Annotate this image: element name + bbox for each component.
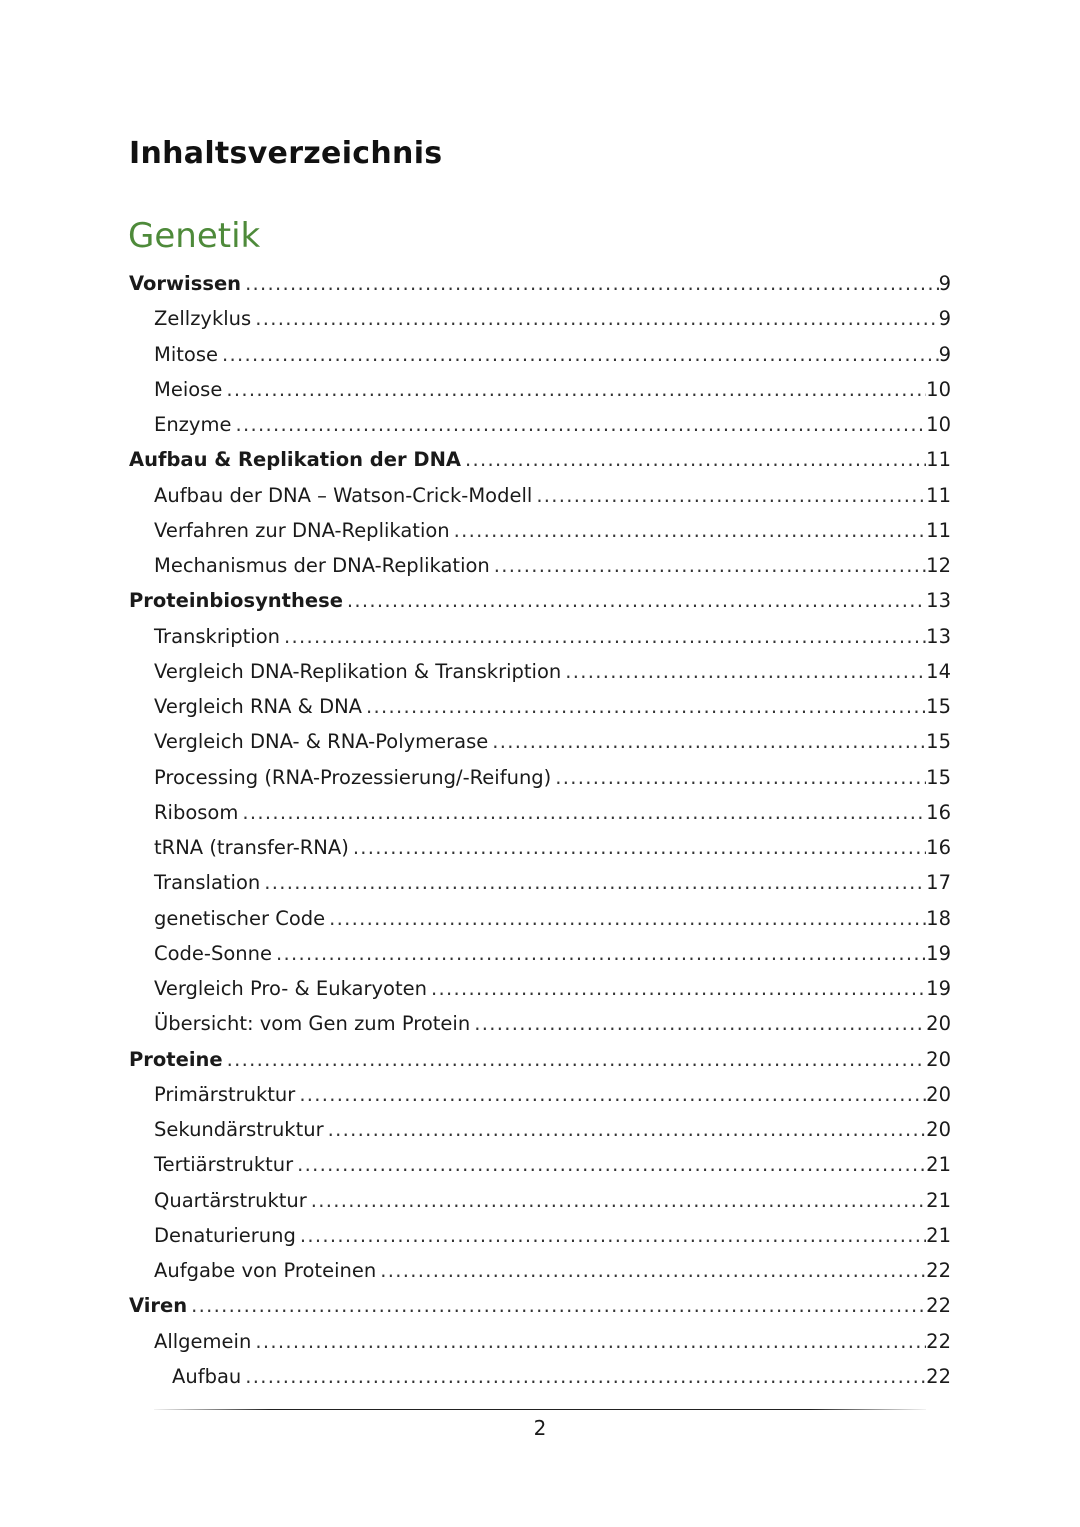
page-number: 2 [533, 1416, 547, 1440]
toc-dot-leader [218, 337, 939, 372]
toc-entry-label: tRNA (transfer-RNA) [154, 836, 349, 859]
toc-entry-label: Aufbau [172, 1364, 242, 1388]
toc-entry-page: 16 [926, 800, 951, 824]
toc-dot-leader [470, 1006, 926, 1041]
toc-entry-label: Enzyme [154, 413, 232, 436]
toc-entry-label: genetischer Code [154, 906, 326, 930]
toc-entry[interactable] [129, 1147, 951, 1182]
toc-entry-label: Verfahren zur DNA-Replikation [154, 518, 450, 542]
toc-entry[interactable] [129, 442, 951, 477]
toc-dot-leader [362, 689, 926, 724]
toc-dot-leader [450, 513, 927, 548]
toc-entry-label: Tertiärstruktur [154, 1153, 294, 1177]
toc-entry-page: 11 [926, 483, 951, 507]
toc-entry-page: 9 [938, 342, 951, 366]
toc-entry-label: Zellzyklus [154, 307, 252, 331]
toc-dot-leader [349, 830, 926, 865]
toc-dot-leader [251, 301, 938, 336]
toc-dot-leader [296, 1218, 926, 1253]
toc-entry-label: Vergleich Pro- & Eukaryoten [154, 977, 427, 1000]
toc-dot-leader [307, 1183, 926, 1218]
toc-entry-page: 20 [926, 1012, 951, 1036]
toc-entry-label: Transkription [154, 624, 280, 648]
toc-entry-label: Aufgabe von Proteinen [154, 1259, 377, 1282]
toc-entry-label: Meiose [154, 377, 223, 401]
toc-entry-page: 19 [926, 941, 951, 965]
toc-entry[interactable] [129, 901, 951, 936]
toc-entry[interactable] [129, 830, 951, 865]
toc-entry-page: 16 [926, 836, 951, 859]
toc-entry-label: Aufbau der DNA – Watson-Crick-Modell [154, 483, 533, 507]
toc-dot-leader [488, 724, 926, 759]
toc-entry-label: Proteinbiosynthese [129, 589, 343, 613]
toc-entry-page: 15 [926, 695, 951, 718]
toc-entry-label: Processing (RNA-Prozessierung/-Reifung) [154, 765, 552, 789]
toc-dot-leader [272, 936, 926, 971]
toc-entry[interactable] [129, 760, 951, 795]
toc-entry-page: 21 [926, 1153, 951, 1177]
toc-dot-leader [231, 407, 926, 442]
toc-entry-page: 11 [926, 518, 951, 542]
toc-dot-leader [551, 760, 926, 795]
toc-entry[interactable] [129, 936, 951, 971]
toc-dot-leader [222, 372, 926, 407]
toc-entry-page: 9 [938, 307, 951, 331]
toc-entry-page: 13 [926, 589, 951, 613]
toc-entry[interactable] [129, 513, 951, 548]
toc-entry[interactable] [129, 1077, 951, 1112]
toc-entry-page: 20 [926, 1082, 951, 1106]
toc-entry[interactable] [129, 1183, 951, 1218]
toc-entry-page: 21 [926, 1188, 951, 1212]
toc-entry[interactable] [129, 548, 951, 583]
toc-entry-page: 18 [926, 906, 951, 930]
toc-entry[interactable] [129, 1042, 951, 1077]
toc-dot-leader [343, 583, 926, 618]
toc-entry-page: 22 [926, 1259, 951, 1282]
toc-dot-leader [324, 1112, 927, 1147]
toc-entry-label: Translation [154, 871, 261, 895]
toc-entry-page: 20 [926, 1118, 951, 1141]
toc-entry-label: Vergleich DNA- & RNA-Polymerase [154, 730, 489, 754]
toc-entry[interactable] [129, 301, 951, 336]
toc-entry-page: 21 [926, 1223, 951, 1247]
toc-entry-label: Aufbau & Replikation der DNA [129, 448, 461, 472]
toc-entry[interactable] [129, 971, 951, 1006]
toc-entry[interactable] [129, 865, 951, 900]
toc-dot-leader [461, 442, 926, 477]
toc-entry-page: 13 [926, 624, 951, 648]
toc-entry-label: Vorwissen [129, 272, 242, 295]
toc-entry[interactable] [129, 478, 951, 513]
toc-entry-label: Übersicht: vom Gen zum Protein [154, 1012, 471, 1036]
toc-entry[interactable] [129, 689, 951, 724]
toc-dot-leader [251, 1324, 926, 1359]
toc-dot-leader [561, 654, 926, 689]
toc-entry[interactable] [129, 1324, 951, 1359]
toc-entry-page: 22 [926, 1364, 951, 1388]
toc-entry[interactable] [129, 266, 951, 301]
toc-entry[interactable] [129, 1288, 951, 1323]
toc-entry-label: Mitose [154, 342, 218, 366]
toc-entry[interactable] [129, 337, 951, 372]
toc-entry[interactable] [129, 654, 951, 689]
toc-entry-page: 10 [926, 413, 951, 436]
toc-dot-leader [260, 865, 926, 900]
toc-dot-leader [238, 795, 926, 830]
toc-dot-leader [241, 1359, 926, 1394]
toc-entry-page: 17 [926, 871, 951, 895]
toc-dot-leader [223, 1042, 927, 1077]
footer-divider [154, 1409, 926, 1410]
toc-entry[interactable] [129, 795, 951, 830]
section-title: Genetik [128, 216, 261, 256]
toc-entry-page: 14 [926, 659, 951, 683]
toc-entry-label: Vergleich RNA & DNA [154, 695, 363, 718]
toc-dot-leader [187, 1288, 926, 1323]
table-of-contents [129, 266, 951, 1394]
toc-entry-page: 22 [926, 1329, 951, 1353]
toc-entry[interactable] [129, 583, 951, 618]
toc-entry-label: Allgemein [154, 1329, 252, 1353]
document-title: Inhaltsverzeichnis [129, 136, 443, 171]
toc-dot-leader [532, 478, 926, 513]
toc-dot-leader [490, 548, 926, 583]
toc-entry[interactable] [129, 1112, 951, 1147]
toc-dot-leader [427, 971, 926, 1006]
toc-entry-label: Proteine [129, 1047, 223, 1071]
toc-entry-page: 22 [926, 1294, 951, 1318]
toc-entry-page: 12 [926, 554, 951, 577]
toc-entry-label: Vergleich DNA-Replikation & Transkription [154, 659, 562, 683]
toc-entry-label: Ribosom [154, 800, 239, 824]
toc-dot-leader [325, 901, 926, 936]
toc-dot-leader [376, 1253, 926, 1288]
toc-entry-page: 9 [938, 272, 951, 295]
toc-entry[interactable] [129, 619, 951, 654]
toc-entry-label: Denaturierung [154, 1223, 296, 1247]
toc-entry-page: 20 [926, 1047, 951, 1071]
toc-entry-label: Primärstruktur [154, 1082, 296, 1106]
toc-entry[interactable] [129, 372, 951, 407]
toc-entry-label: Viren [129, 1294, 188, 1318]
toc-entry[interactable] [129, 1006, 951, 1041]
toc-entry[interactable] [129, 407, 951, 442]
toc-entry[interactable] [129, 1359, 951, 1394]
toc-entry[interactable] [129, 724, 951, 759]
toc-entry[interactable] [129, 1253, 951, 1288]
toc-dot-leader [295, 1077, 926, 1112]
toc-entry-label: Mechanismus der DNA-Replikation [154, 554, 490, 577]
toc-entry[interactable] [129, 1218, 951, 1253]
toc-entry-page: 15 [926, 730, 951, 754]
toc-entry-page: 10 [926, 377, 951, 401]
toc-dot-leader [293, 1147, 926, 1182]
toc-dot-leader [280, 619, 926, 654]
toc-entry-label: Sekundärstruktur [154, 1118, 324, 1141]
toc-entry-label: Code-Sonne [154, 941, 272, 965]
toc-entry-page: 15 [926, 765, 951, 789]
toc-entry-label: Quartärstruktur [154, 1188, 307, 1212]
toc-dot-leader [241, 266, 939, 301]
toc-entry-page: 19 [926, 977, 951, 1000]
toc-entry-page: 11 [926, 448, 951, 472]
